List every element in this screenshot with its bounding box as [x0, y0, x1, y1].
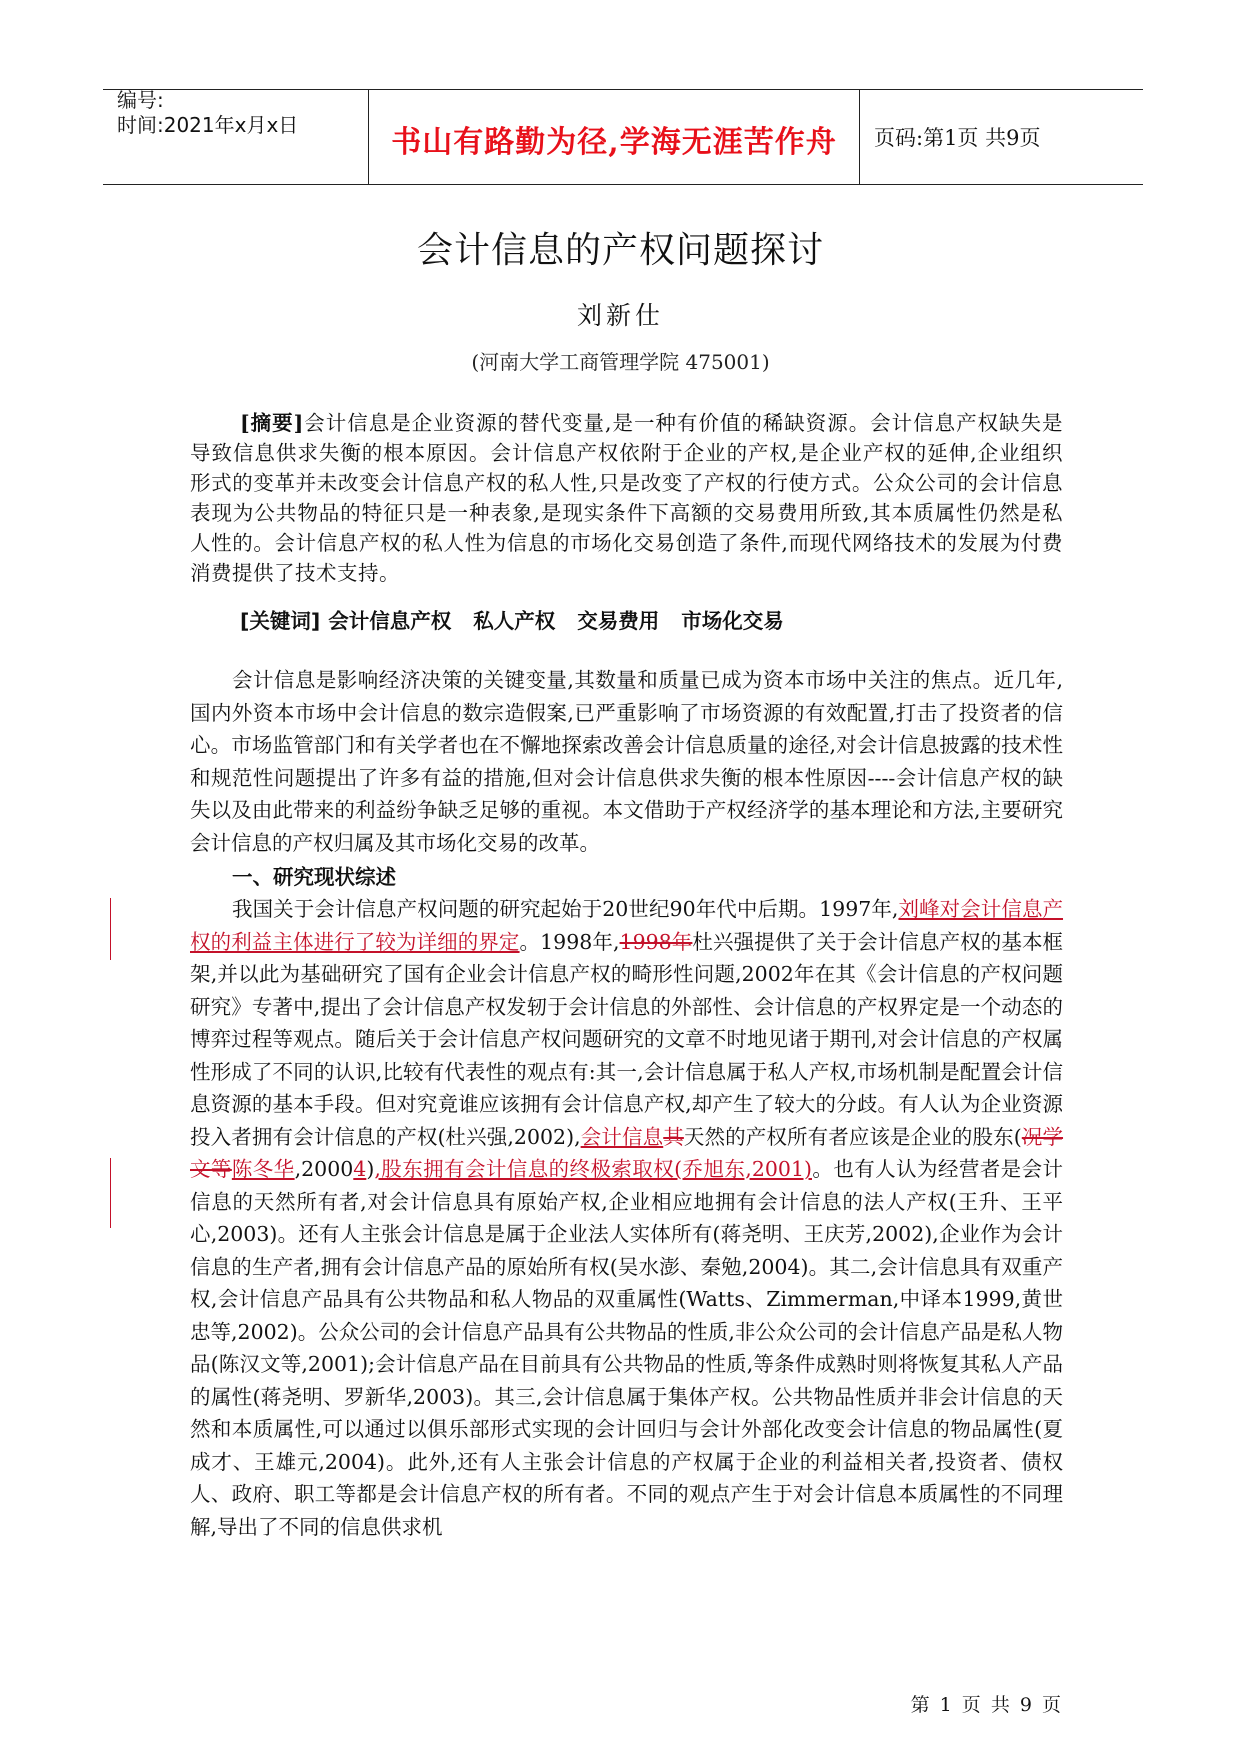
inserted-text: ,股东拥有会计信息的终极索取权(乔旭东,2001): [374, 1157, 812, 1181]
keywords: [240, 604, 806, 634]
keywords-label: [关键词]: [240, 609, 321, 633]
header-table: [103, 89, 1143, 185]
deleted-text: 1998年: [619, 929, 693, 954]
keyword: 会计信息产权: [328, 609, 452, 633]
text-run: 。也有人认为经营者是会计信息的天然所有者,对会计信息具有原始产权,企业相应地拥有会计信息的法人产权(王升、王平心,2003)。还有人主张会计信息是属于企业法人实体所有(蒋尧明、王庆芳,2002),企业作为会计信息的生产者,拥有会计信息产品的原始所有权(吴水澎、秦勉,2004)。其二,会计信息具有双重产权,会计信息产品具有公共物品和私人物品的双重属性(Watts、Zimmerman,中译本1999,黄世忠等,2002)。公众公司的会计信息产品具有公共物品的性质,非公众公司的会计信息产品是私人物品(陈汉文等,2001);会计信息产品在目前具有公共物品的性质,等条件成熟时则将恢复其私人产品的属性(蒋尧明、罗新华,2003)。其三,会计信息属于集体产权。公共物品性质并非会计信息的天然和本质属性,可以通过以俱乐部形式实现的会计回归与会计外部化改变会计信息的物品属性(夏成才、王雄元,2004)。此外,还有人主张会计信息的产权属于企业的利益相关者,投资者、债权人、政府、职工等都是会计信息产权的所有者。不同的观点产生于对会计信息本质属性的不同理解,导出了不同的信息供求机: [190, 1157, 1064, 1539]
section-paragraph: [190, 893, 1063, 1543]
inserted-text: 会计信息: [580, 1124, 664, 1149]
page-title: 会计信息的产权问题探讨: [416, 230, 824, 271]
time-label: 时间:2021年x月x日: [117, 113, 299, 137]
abstract-label: [摘要]: [240, 411, 304, 435]
abstract-text: 会计信息是企业资源的替代变量,是一种有价值的稀缺资源。会计信息产权缺失是导致信息供求失衡的根本原因。会计信息产权依附于企业的产权,是企业产权的延伸,企业组织形式的变革并未改变会计信息产权的私人性,只是改变了产权的行使方式。公众公司的会计信息表现为公共物品的特征只是一种表象,是现实条件下高额的交易费用所致,其本质属性仍然是私人性的。会计信息产权的私人性为信息的市场化交易创造了条件,而现代网络技术的发展为付费消费提供了技术支持。: [190, 411, 1063, 585]
text-run: ,2000: [294, 1157, 354, 1181]
header-motto-cell: [368, 90, 860, 184]
text-run: ): [366, 1157, 375, 1181]
abstract: [190, 408, 1063, 588]
number-label: 编号:: [117, 88, 164, 112]
deleted-text: 其: [663, 1124, 684, 1149]
text-run: 。1998年,: [519, 929, 620, 954]
page-label: 页码:第1页 共9页: [874, 126, 1041, 150]
intro-paragraph: 会计信息是影响经济决策的关键变量,其数量和质量已成为资本市场中关注的焦点。近几年,国内外资本市场中会计信息的数宗造假案,已严重影响了市场资源的有效配置,打击了投资者的信心。市场监管部门和有关学者也在不懈地探索改善会计信息质量的途径,对会计信息披露的技术性和规范性问题提出了许多有益的措施,但对会计信息供求失衡的根本性原因----会计信息产权的缺失以及由此带来的利益纷争缺乏足够的重视。本文借助于产权经济学的基本理论和方法,主要研究会计信息的产权归属及其市场化交易的改革。: [190, 668, 1063, 855]
deleted-text: 况学文等: [190, 1124, 1064, 1181]
header-motto: 书山有路勤为径,学海无涯苦作舟: [391, 125, 837, 160]
author: 刘新仕: [576, 301, 664, 330]
keyword: 交易费用: [577, 609, 660, 633]
inserted-text: 陈冬华: [231, 1157, 295, 1181]
affiliation: (河南大学工商管理学院 475001): [471, 350, 770, 374]
text-run: 杜兴强提供了关于会计信息产权的基本框架,并以此为基础研究了国有企业会计信息产权的畸形性问题,2002年在其《会计信息的产权问题研究》专著中,提出了会计信息产权发轫于会计信息的外部性、会计信息的产权界定是一个动态的博弈过程等观点。随后关于会计信息产权问题研究的文章不时地见诸于期刊,对会计信息的产权属性形成了不同的认识,比较有代表性的观点有:其一,会计信息属于私人产权,市场机制是配置会计信息资源的基本手段。但对究竟谁应该拥有会计信息产权,却产生了较大的分歧。有人认为企业资源投入者拥有会计信息的产权(杜兴强,2002),: [190, 929, 1064, 1149]
header-right-cell: [860, 90, 1143, 184]
text-run: 天然的产权所有者应该是企业的股东(: [683, 1124, 1022, 1149]
page-footer: 第 1 页 共 9 页: [910, 1694, 1063, 1716]
change-bar: [110, 898, 111, 960]
change-bar: [110, 1158, 111, 1228]
header-left-cell: [103, 90, 368, 184]
inserted-text: 4: [353, 1157, 367, 1181]
section-heading: 一、研究现状综述: [232, 865, 396, 889]
inserted-text: 刘峰对会计信息产权的利益主体进行了较为详细的界定: [190, 897, 1064, 954]
text-run: 我国关于会计信息产权问题的研究起始于20世纪90年代中后期。1997年,: [232, 897, 899, 921]
keyword: 市场化交易: [681, 609, 784, 633]
keyword: 私人产权: [473, 609, 556, 633]
